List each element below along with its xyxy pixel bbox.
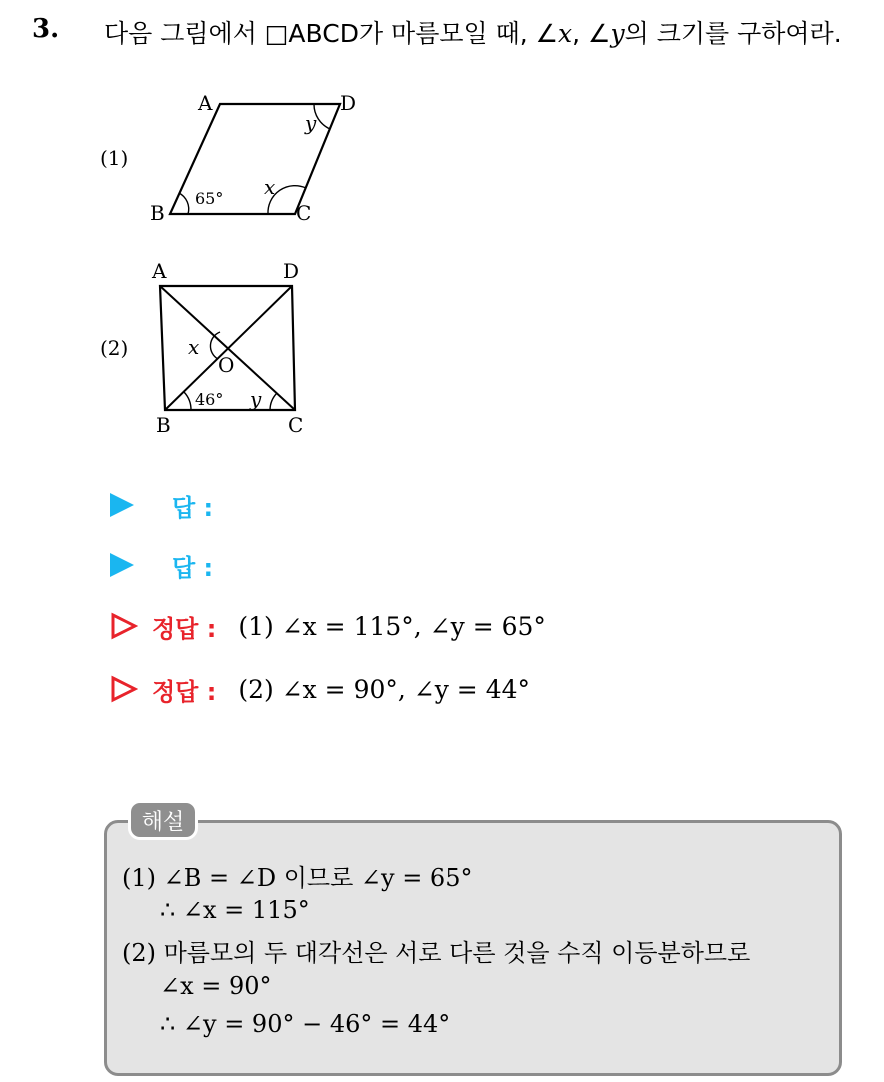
angle-c-arc bbox=[270, 393, 277, 410]
var-x: x bbox=[558, 19, 573, 48]
figure2-label: (2) bbox=[100, 336, 129, 360]
angle-o-label: x bbox=[188, 335, 200, 359]
figure1-label: (1) bbox=[100, 146, 129, 170]
var-y: y bbox=[610, 19, 625, 48]
vertex-b: B bbox=[150, 201, 165, 225]
explanation-line-2: ∴ ∠x = 115° bbox=[160, 896, 310, 924]
question-text-part3: 의 크기를 구하여라. bbox=[624, 19, 842, 48]
angle-b-arc bbox=[184, 392, 191, 410]
question-number: 3. bbox=[32, 14, 60, 44]
vertex-a: A bbox=[152, 259, 167, 283]
answer-label: 답 : bbox=[172, 553, 214, 582]
center-o: O bbox=[218, 353, 235, 377]
correct-answer-row-1 bbox=[110, 608, 546, 644]
square-symbol: □ bbox=[264, 19, 289, 48]
vertex-c: C bbox=[288, 413, 304, 437]
explanation-line-5: ∴ ∠y = 90° − 46° = 44° bbox=[160, 1010, 451, 1038]
play-icon bbox=[110, 493, 134, 517]
explanation-tag: 해설 bbox=[128, 800, 198, 840]
figure2-rhombus bbox=[140, 256, 340, 440]
angle-c-label: y bbox=[250, 387, 262, 411]
vertex-a: A bbox=[198, 91, 213, 115]
explanation-line-1: (1) ∠B = ∠D 이므로 ∠y = 65° bbox=[122, 864, 473, 892]
vertex-d: D bbox=[283, 259, 300, 283]
correct-answer-1: (1) ∠x = 115°, ∠y = 65° bbox=[238, 611, 546, 641]
diagonal-bd bbox=[165, 286, 292, 410]
figure1-rhombus bbox=[140, 88, 380, 228]
angle-b-arc bbox=[179, 193, 189, 214]
angle-b-value: 46° bbox=[195, 390, 224, 409]
angle-d-arc bbox=[314, 104, 330, 129]
question-text bbox=[104, 14, 842, 50]
angle-b-value: 65° bbox=[195, 189, 224, 208]
explanation-line-3: (2) 마름모의 두 대각선은 서로 다른 것을 수직 이등분하므로 bbox=[122, 939, 751, 967]
question-text-part2: ABCD가 마름모일 때, ∠ bbox=[288, 19, 559, 48]
vertex-c: C bbox=[296, 201, 312, 225]
correct-label: 정답 : bbox=[152, 677, 217, 706]
vertex-b: B bbox=[156, 413, 171, 437]
correct-answer-row-2 bbox=[110, 671, 530, 707]
answer-row-2 bbox=[110, 548, 213, 582]
correct-answer-2: (2) ∠x = 90°, ∠y = 44° bbox=[238, 674, 531, 704]
answer-row-1 bbox=[110, 488, 213, 522]
correct-label: 정답 : bbox=[152, 614, 217, 643]
vertex-d: D bbox=[340, 91, 357, 115]
outline-triangle-icon bbox=[110, 612, 138, 640]
play-icon bbox=[110, 553, 134, 577]
outline-triangle-icon bbox=[110, 675, 138, 703]
explanation-line-4: ∠x = 90° bbox=[160, 972, 272, 1000]
angle-d-label: y bbox=[305, 111, 317, 135]
answer-label: 답 : bbox=[172, 493, 214, 522]
angle-c-label: x bbox=[264, 175, 276, 199]
question-comma: , ∠ bbox=[572, 19, 611, 48]
question-text-part1: 다음 그림에서 bbox=[104, 19, 265, 48]
